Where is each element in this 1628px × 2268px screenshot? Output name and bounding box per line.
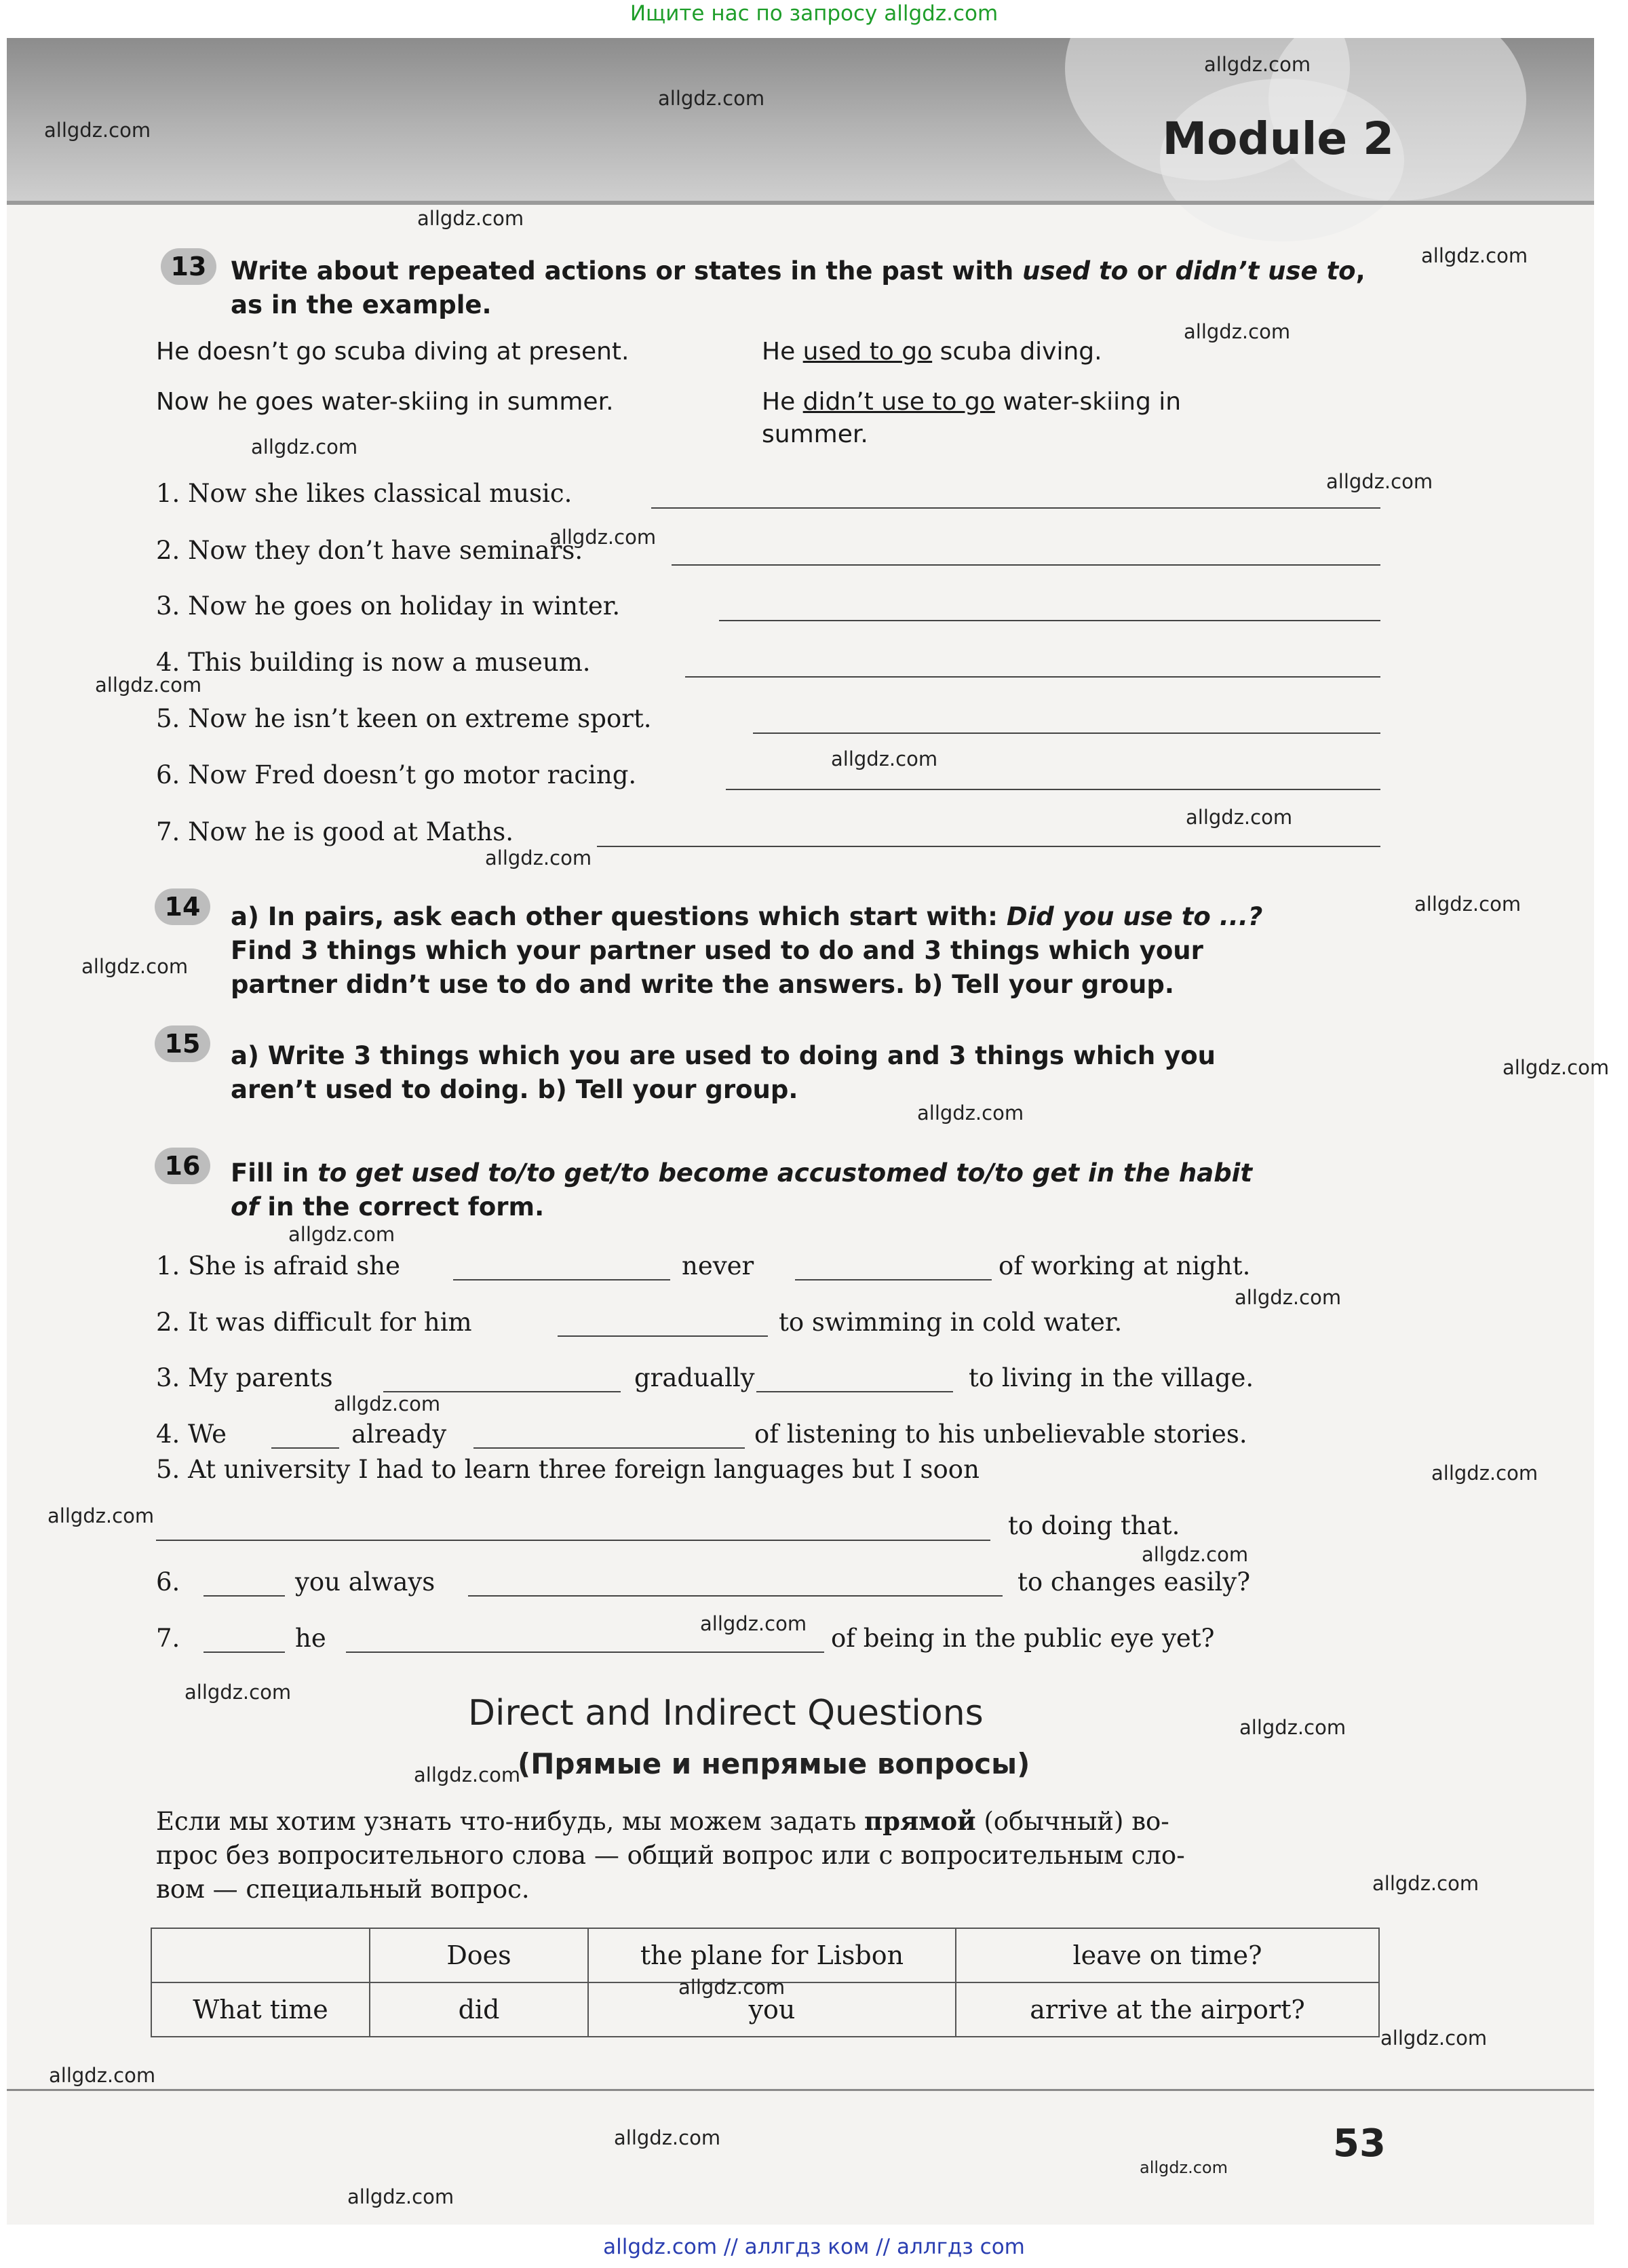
table-cell bbox=[151, 1928, 370, 1982]
s16-3-end: to living in the village. bbox=[969, 1363, 1254, 1392]
s16-5-start: 5. At university I had to learn three foreign languages but I soon bbox=[156, 1455, 980, 1484]
watermark-text: allgdz.com bbox=[1184, 320, 1291, 343]
watermark-text: allgdz.com bbox=[185, 1681, 292, 1704]
page-number: 53 bbox=[1333, 2122, 1386, 2166]
watermark-text: allgdz.com bbox=[347, 2185, 454, 2208]
s16-7-start: 7. bbox=[156, 1624, 180, 1653]
answer-line[interactable] bbox=[453, 1279, 670, 1280]
watermark-text: allgdz.com bbox=[1372, 1872, 1479, 1895]
watermark-text: allgdz.com bbox=[1431, 1462, 1538, 1485]
s16-2-end: to swimming in cold water. bbox=[779, 1308, 1123, 1337]
watermark-text: allgdz.com bbox=[334, 1392, 441, 1415]
watermark-text: allgdz.com bbox=[1186, 806, 1293, 829]
exercise-13-badge: 13 bbox=[161, 248, 216, 285]
watermark-text: allgdz.com bbox=[831, 747, 938, 770]
watermark-text: allgdz.com bbox=[1380, 2027, 1488, 2050]
exercise-13-item: 5. Now he isn’t keen on extreme sport. bbox=[156, 704, 652, 733]
answer-line[interactable] bbox=[672, 564, 1380, 566]
watermark-text: allgdz.com bbox=[678, 1976, 786, 1999]
table-cell: you bbox=[588, 1982, 956, 2037]
answer-line[interactable] bbox=[651, 507, 1380, 509]
s16-5-end: to doing that. bbox=[1008, 1511, 1180, 1540]
header-band bbox=[7, 38, 1594, 201]
bottom-banner-link[interactable]: allgdz.com // аллгдз ком // аллгдз com bbox=[603, 2235, 1025, 2259]
table-cell: the plane for Lisbon bbox=[588, 1928, 956, 1982]
answer-line[interactable] bbox=[156, 1540, 990, 1541]
watermark-text: allgdz.com bbox=[658, 87, 765, 110]
answer-line[interactable] bbox=[204, 1651, 285, 1653]
table-cell: Does bbox=[370, 1928, 588, 1982]
answer-line[interactable] bbox=[271, 1447, 339, 1449]
example-2-statement: Now he goes water-skiing in summer. bbox=[156, 388, 614, 416]
exercise-13-instructions: Write about repeated actions or states in the past with used to or didn’t use to, as in the example. bbox=[231, 256, 1365, 319]
s16-6-mid: you always bbox=[295, 1567, 435, 1597]
exercise-13-item: 2. Now they don’t have seminars. bbox=[156, 536, 583, 565]
footer-divider bbox=[7, 2089, 1594, 2091]
exercise-16-badge: 16 bbox=[155, 1148, 210, 1184]
exercise-14-instructions: a) In pairs, ask each other questions which start with: Did you use to ...? Find 3 things which your partner used to do and 3 things which your partner didn’t use to do and write the answers. b) Tell your group. bbox=[231, 902, 1263, 999]
watermark-text: allgdz.com bbox=[414, 1763, 521, 1786]
table-cell: did bbox=[370, 1982, 588, 2037]
s16-7-mid: he bbox=[295, 1624, 326, 1653]
watermark-text: allgdz.com bbox=[47, 1504, 155, 1527]
exercise-13-item: 7. Now he is good at Maths. bbox=[156, 817, 513, 846]
answer-line[interactable] bbox=[795, 1279, 992, 1280]
answer-line[interactable] bbox=[204, 1595, 285, 1597]
s16-1-mid: never bbox=[682, 1251, 754, 1280]
example-2-answer-cont: summer. bbox=[762, 421, 868, 448]
s16-1-end: of working at night. bbox=[999, 1251, 1251, 1280]
watermark-text: allgdz.com bbox=[288, 1223, 395, 1246]
exercise-14-badge: 14 bbox=[155, 888, 210, 925]
s16-4-start: 4. We bbox=[156, 1420, 227, 1449]
s16-6-end: to changes easily? bbox=[1018, 1567, 1251, 1597]
grammar-subtitle: (Прямые и непрямые вопросы) bbox=[518, 1747, 1030, 1780]
exercise-15-instructions: a) Write 3 things which you are used to doing and 3 things which you aren’t used to doing. b) Tell your group. bbox=[231, 1041, 1216, 1104]
table-cell: arrive at the airport? bbox=[956, 1982, 1379, 2037]
exercise-15-badge: 15 bbox=[155, 1025, 210, 1062]
answer-line[interactable] bbox=[719, 620, 1380, 621]
answer-line[interactable] bbox=[753, 732, 1380, 734]
example-1-statement: He doesn’t go scuba diving at present. bbox=[156, 338, 629, 366]
watermark-text: allgdz.com bbox=[700, 1612, 807, 1635]
watermark-text: allgdz.com bbox=[44, 119, 151, 142]
watermark-text: allgdz.com bbox=[1239, 1716, 1346, 1739]
watermark-text: allgdz.com bbox=[614, 2126, 721, 2149]
watermark-text: allgdz.com bbox=[1204, 53, 1311, 76]
header-divider bbox=[7, 201, 1594, 205]
s16-4-end: of listening to his unbelievable stories. bbox=[754, 1420, 1247, 1449]
exercise-13-item: 3. Now he goes on holiday in winter. bbox=[156, 591, 621, 621]
watermark-text: allgdz.com bbox=[1326, 470, 1433, 493]
example-2-answer: He didn’t use to go water-skiing in bbox=[762, 388, 1182, 416]
watermark-text: allgdz.com bbox=[1421, 244, 1528, 267]
answer-line[interactable] bbox=[468, 1595, 1003, 1597]
s16-3-mid: gradually bbox=[634, 1363, 755, 1392]
exercise-13-item: 6. Now Fred doesn’t go motor racing. bbox=[156, 760, 637, 789]
answer-line[interactable] bbox=[685, 676, 1380, 678]
module-title: Module 2 bbox=[1162, 113, 1394, 165]
answer-line[interactable] bbox=[473, 1447, 745, 1449]
answer-line[interactable] bbox=[558, 1335, 768, 1337]
answer-line[interactable] bbox=[756, 1391, 953, 1392]
s16-1-start: 1. She is afraid she bbox=[156, 1251, 400, 1280]
answer-line[interactable] bbox=[726, 789, 1380, 790]
s16-7-end: of being in the public eye yet? bbox=[831, 1624, 1215, 1653]
watermark-text: allgdz.com bbox=[251, 435, 358, 458]
watermark-text: allgdz.com bbox=[95, 673, 202, 697]
watermark-text: allgdz.com bbox=[1140, 2158, 1228, 2177]
watermark-text: allgdz.com bbox=[549, 526, 657, 549]
watermark-text: allgdz.com bbox=[1235, 1286, 1342, 1309]
watermark-text: allgdz.com bbox=[81, 955, 189, 978]
s16-2-start: 2. It was difficult for him bbox=[156, 1308, 472, 1337]
watermark-text: allgdz.com bbox=[917, 1101, 1024, 1125]
table-cell: What time bbox=[151, 1982, 370, 2037]
watermark-text: allgdz.com bbox=[1414, 893, 1522, 916]
s16-4-mid: already bbox=[351, 1420, 447, 1449]
table-row bbox=[151, 1928, 1379, 1982]
watermark-text: allgdz.com bbox=[1142, 1543, 1249, 1566]
grammar-paragraph: Если мы хотим узнать что-нибудь, мы можем задать прямой (обычный) во- прос без вопросительного слова — общий вопрос или с вопросительным сло- вом — специальный вопрос. bbox=[156, 1806, 1185, 1904]
watermark-text: allgdz.com bbox=[417, 207, 524, 230]
answer-line[interactable] bbox=[597, 846, 1380, 847]
grammar-title: Direct and Indirect Questions bbox=[468, 1693, 984, 1734]
exercise-13-item: 1. Now she likes classical music. bbox=[156, 479, 573, 508]
answer-line[interactable] bbox=[346, 1651, 824, 1653]
example-1-answer: He used to go scuba diving. bbox=[762, 338, 1102, 366]
top-banner-link[interactable]: Ищите нас по запросу allgdz.com bbox=[629, 1, 999, 26]
table-cell: leave on time? bbox=[956, 1928, 1379, 1982]
watermark-text: allgdz.com bbox=[1503, 1056, 1610, 1079]
exercise-13-item: 4. This building is now a museum. bbox=[156, 648, 591, 677]
exercise-16-instructions: Fill in to get used to/to get/to become accustomed to/to get in the habit of in the correct form. bbox=[231, 1158, 1253, 1221]
s16-6-start: 6. bbox=[156, 1567, 180, 1597]
watermark-text: allgdz.com bbox=[49, 2064, 156, 2087]
watermark-text: allgdz.com bbox=[485, 846, 592, 869]
s16-3-start: 3. My parents bbox=[156, 1363, 333, 1392]
